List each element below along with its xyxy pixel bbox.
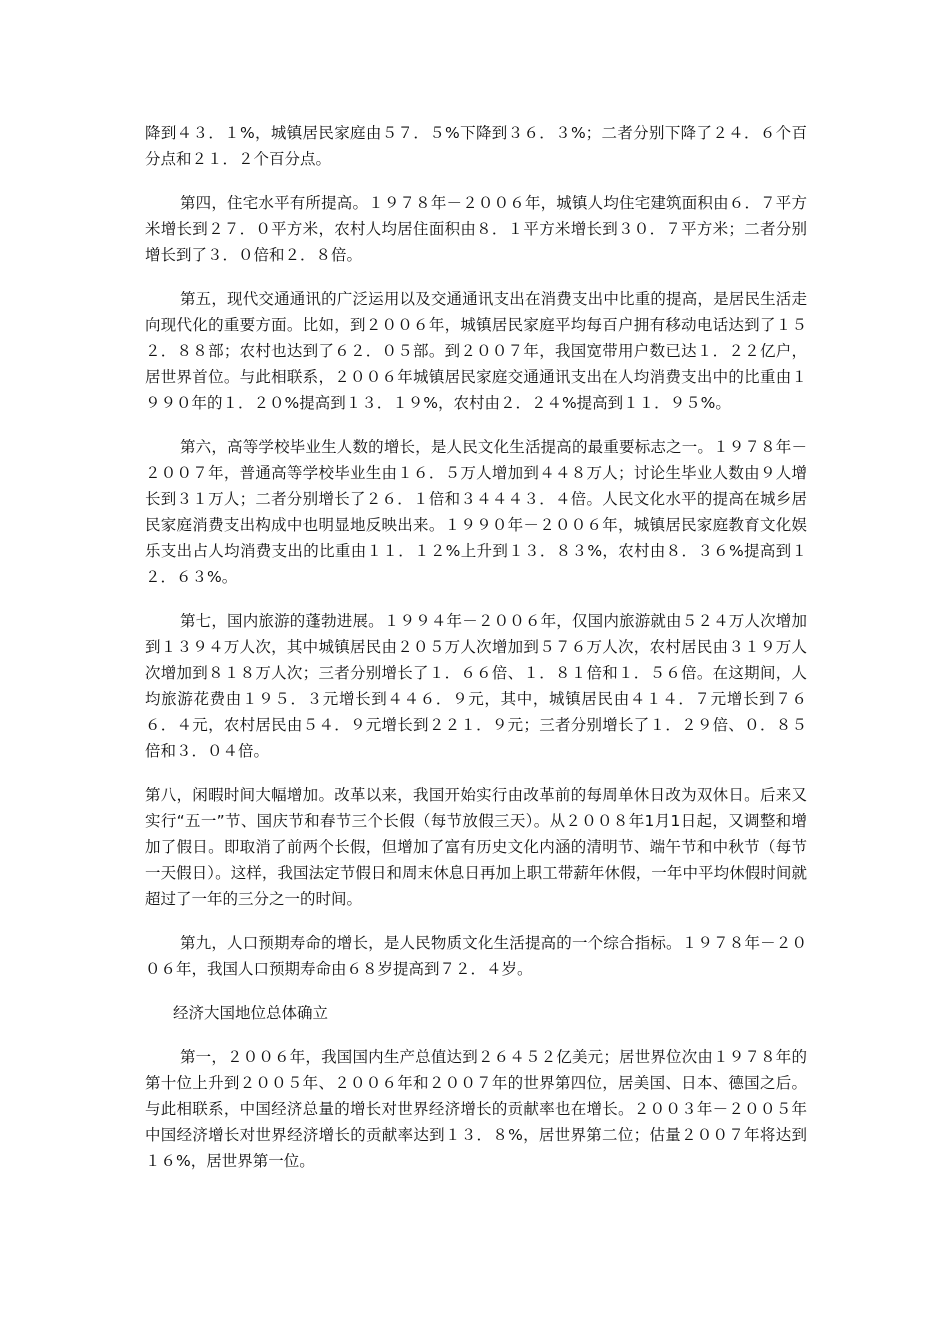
paragraph-leisure-time: 第八，闲暇时间大幅增加。改革以来，我国开始实行由改革前的每周单休日改为双休日。后来又实行“五一”节、国庆节和春节三个长假（每节放假三天）。从２００８年1月1日起，又调整和增加了假日。即取消了前两个长假，但增加了富有历史文化内涵的清明节、端午节和中秋节（每节一天假日）。这样，我国法定节假日和周末休息日再加上职工带薪年休假，一年中平均休假时间就超过了一年的三分之一的时间。 bbox=[145, 786, 807, 908]
paragraph-higher-education: 第六，高等学校毕业生人数的增长，是人民文化生活提高的最重要标志之一。１９７８年－２００７年，普通高等学校毕业生由１６．５万人增加到４４８万人；讨论生毕业人数由９人增长到３１万人；二者分别增长了２６．１倍和３４４４３．４倍。人民文化水平的提高在城乡居民家庭消费支出构成中也明显地反映出来。１９９０年－２００６年，城镇居民家庭教育文化娱乐支出占人均消费支出的比重由１１．１２%上升到１３．８３%，农村由８．３６%提高到１２．６３%。 bbox=[145, 438, 807, 586]
paragraph-continuation: 降到４３．１%，城镇居民家庭由５７．５%下降到３６．３%；二者分别下降了２４．６个百分点和２１．２个百分点。 bbox=[145, 124, 807, 168]
paragraph-domestic-tourism: 第七，国内旅游的蓬勃进展。１９９４年－２００６年，仅国内旅游就由５２４万人次增加到１３９４万人次，其中城镇居民由２０５万人次增加到５７６万人次，农村居民由３１９万人次增加到８１８万人次；三者分别增长了１．６６倍、１．８１倍和１．５６倍。在这期间，人均旅游花费由１９５．３元增长到４４６．９元，其中，城镇居民由４１４．７元增长到７６６．４元，农村居民由５４．９元增长到２２１．９元；三者分别增长了１．２９倍、０．８５倍和３．０４倍。 bbox=[145, 612, 807, 760]
document-page bbox=[145, 120, 807, 1174]
paragraph-transport-communication: 第五，现代交通通讯的广泛运用以及交通通讯支出在消费支出中比重的提高，是居民生活走向现代化的重要方面。比如，到２００６年，城镇居民家庭平均每百户拥有移动电话达到了１５２．８８部；农村也达到了６２．０５部。到２００７年，我国宽带用户数已达１．２２亿户，居世界首位。与此相联系，２００６年城镇居民家庭交通通讯支出在人均消费支出中的比重由１９９０年的１．２０%提高到１３．１９%，农村由２．２４%提高到１１．９５%。 bbox=[145, 290, 807, 412]
paragraph-gdp: 第一，２００６年，我国国内生产总值达到２６４５２亿美元；居世界位次由１９７８年的第十位上升到２００５年、２００６年和２００７年的世界第四位，居美国、日本、德国之后。与此相联系，中国经济总量的增长对世界经济增长的贡献率也在增长。２００３年－２００５年中国经济增长对世界经济增长的贡献率达到１３．８%，居世界第二位；估量２００７年将达到１６%，居世界第一位。 bbox=[145, 1048, 807, 1170]
paragraph-life-expectancy: 第九，人口预期寿命的增长，是人民物质文化生活提高的一个综合指标。１９７８年－２００６年，我国人口预期寿命由６８岁提高到７２．４岁。 bbox=[145, 934, 807, 978]
paragraph-housing: 第四，住宅水平有所提高。１９７８年－２００６年，城镇人均住宅建筑面积由６．７平方米增长到２７．０平方米，农村人均居住面积由８．１平方米增长到３０．７平方米；二者分别增长到了３．０倍和２．８倍。 bbox=[145, 194, 807, 264]
section-heading: 经济大国地位总体确立 bbox=[173, 1004, 329, 1022]
